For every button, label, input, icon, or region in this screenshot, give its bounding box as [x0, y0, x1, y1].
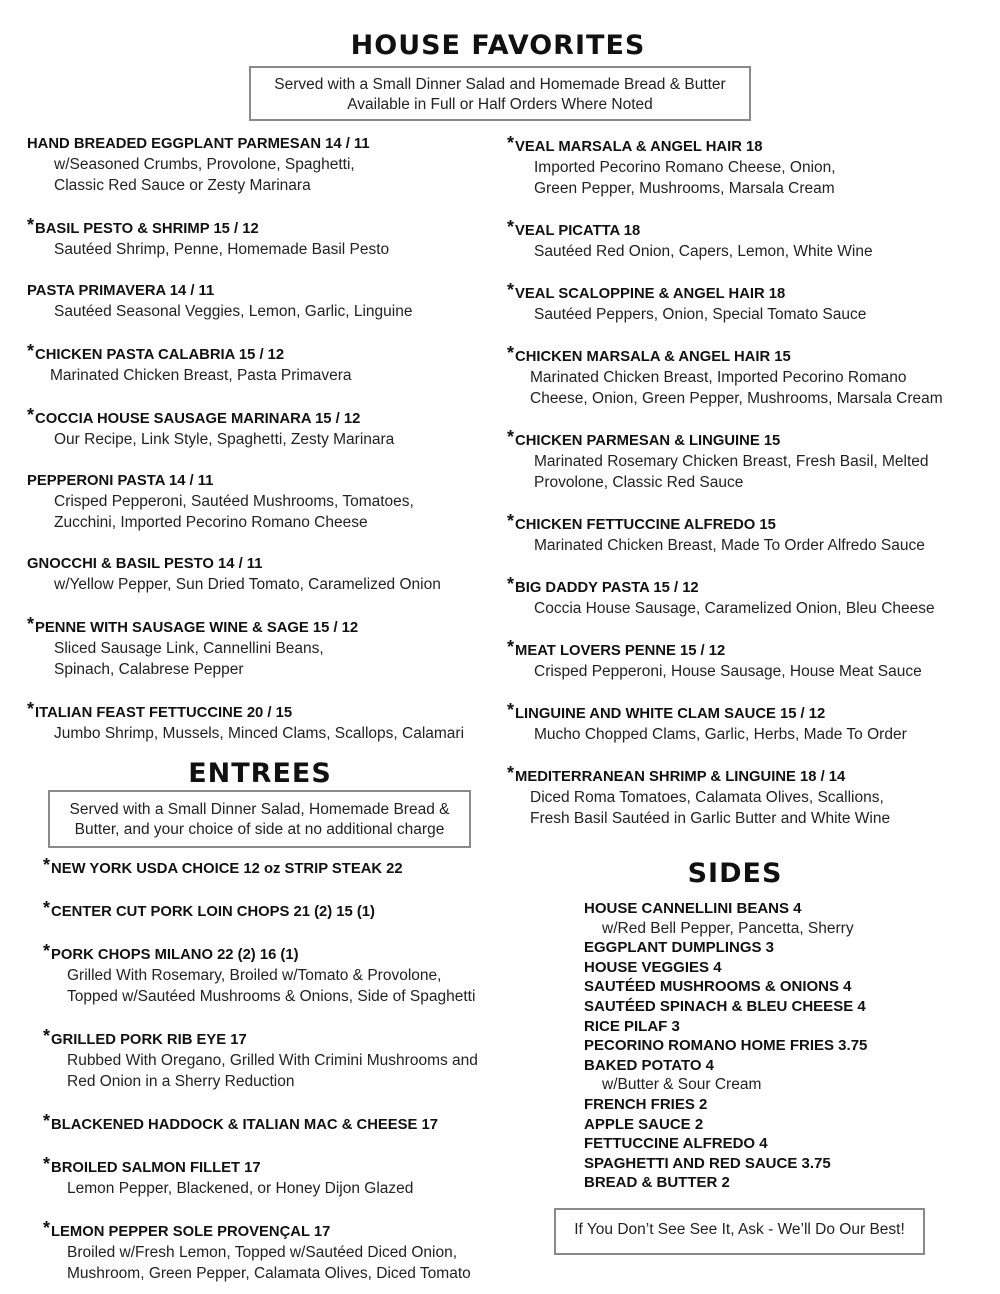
menu-item-pork-chops-milano: [43, 943, 513, 1007]
menu-item-description: Sautéed Peppers, Onion, Special Tomato Sauce: [534, 306, 867, 323]
chef-special-asterisk-icon: *: [27, 215, 35, 235]
menu-item-description: Mucho Chopped Clams, Garlic, Herbs, Made To Order: [534, 726, 907, 743]
menu-item-meat-lovers-penne: [507, 639, 987, 682]
house-favorites-right-column: [507, 135, 987, 829]
menu-item-title: NEW YORK USDA CHOICE 12 oz STRIP STEAK 22: [51, 861, 403, 877]
menu-item-title: PASTA PRIMAVERA 14 / 11: [27, 283, 215, 299]
chef-special-asterisk-icon: *: [43, 1218, 51, 1238]
chef-special-asterisk-icon: *: [27, 405, 35, 425]
entrees-list: [43, 857, 513, 1284]
house-favorites-title: HOUSE FAVORITES: [350, 30, 646, 61]
menu-item-gnocchi-basil-pesto: [27, 554, 497, 595]
house-favorites-note-line2: Available in Full or Half Orders Where Noted: [347, 96, 653, 113]
menu-item-title: CHICKEN PASTA CALABRIA 15 / 12: [35, 347, 285, 363]
menu-item-description: Spinach, Calabrese Pepper: [54, 661, 244, 678]
sides-footer-note: If You Don’t See See It, Ask - We’ll Do Our Best!: [554, 1208, 925, 1255]
menu-item-name: [507, 765, 987, 787]
menu-item-description: Provolone, Classic Red Sauce: [534, 474, 744, 491]
chef-special-asterisk-icon: *: [43, 1026, 51, 1046]
menu-item-title: CHICKEN MARSALA & ANGEL HAIR 15: [515, 349, 791, 365]
menu-item-name: [43, 900, 513, 922]
menu-item-description: Zucchini, Imported Pecorino Romano Cheese: [54, 514, 368, 531]
menu-item-name: [507, 576, 987, 598]
menu-item-name: [507, 513, 987, 535]
menu-item-description: Jumbo Shrimp, Mussels, Minced Clams, Scallops, Calamari: [54, 725, 465, 742]
menu-item-name: [43, 1156, 513, 1178]
menu-item-description: w/Seasoned Crumbs, Provolone, Spaghetti,: [54, 156, 355, 173]
menu-item-title: PENNE WITH SAUSAGE WINE & SAGE 15 / 12: [35, 620, 359, 636]
side-item-saut-ed-mushrooms-onions: SAUTÉED MUSHROOMS & ONIONS 4: [584, 978, 852, 996]
menu-item-description: Red Onion in a Sherry Reduction: [67, 1073, 295, 1090]
menu-item-name: [507, 219, 987, 241]
chef-special-asterisk-icon: *: [43, 1111, 51, 1131]
side-item-description: w/Butter & Sour Cream: [602, 1076, 762, 1094]
menu-item-title: BIG DADDY PASTA 15 / 12: [515, 580, 699, 596]
entrees-note: [48, 790, 471, 848]
menu-item-description: Crisped Pepperoni, House Sausage, House Meat Sauce: [534, 663, 922, 680]
house-favorites-left-column: [27, 134, 497, 744]
menu-item-name: [507, 135, 987, 157]
menu-item-description: Cheese, Onion, Green Pepper, Mushrooms, Marsala Cream: [530, 390, 943, 407]
menu-item-title: COCCIA HOUSE SAUSAGE MARINARA 15 / 12: [35, 411, 361, 427]
menu-item-description: Sliced Sausage Link, Cannellini Beans,: [54, 640, 324, 657]
chef-special-asterisk-icon: *: [507, 427, 515, 447]
menu-item-description: Diced Roma Tomatoes, Calamata Olives, Scallions,: [530, 789, 884, 806]
menu-item-name: [43, 1113, 513, 1135]
menu-item-description: Marinated Chicken Breast, Made To Order Alfredo Sauce: [534, 537, 925, 554]
chef-special-asterisk-icon: *: [507, 343, 515, 363]
menu-item-name: [43, 1028, 513, 1050]
entrees-note-line2: Butter, and your choice of side at no additional charge: [74, 821, 445, 838]
chef-special-asterisk-icon: *: [507, 133, 515, 153]
chef-special-asterisk-icon: *: [27, 614, 35, 634]
menu-item-veal-picatta: [507, 219, 987, 262]
menu-item-description: Classic Red Sauce or Zesty Marinara: [54, 177, 311, 194]
menu-item-name: [43, 1220, 513, 1242]
side-item-bread-butter: BREAD & BUTTER 2: [584, 1174, 730, 1192]
entrees-title: ENTREES: [188, 758, 332, 789]
chef-special-asterisk-icon: *: [507, 280, 515, 300]
menu-item-description: Marinated Chicken Breast, Imported Pecorino Romano: [530, 369, 907, 386]
side-item-saut-ed-spinach-bleu-cheese: SAUTÉED SPINACH & BLEU CHEESE 4: [584, 997, 866, 1015]
side-item-eggplant-dumplings: EGGPLANT DUMPLINGS 3: [584, 939, 775, 957]
menu-item-title: BLACKENED HADDOCK & ITALIAN MAC & CHEESE 17: [51, 1117, 438, 1133]
menu-item-chicken-marsala-angel-hair: [507, 345, 987, 409]
menu-item-name: [507, 282, 987, 304]
menu-item-name: [507, 639, 987, 661]
menu-item-description: Crisped Pepperoni, Sautéed Mushrooms, Tomatoes,: [54, 493, 414, 510]
chef-special-asterisk-icon: *: [507, 574, 515, 594]
menu-item-veal-scaloppine-angel-hair: [507, 282, 987, 325]
menu-item-center-cut-pork-loin-chops: [43, 900, 513, 922]
menu-item-coccia-house-sausage-marinara: [27, 407, 497, 450]
menu-item-name: [507, 345, 987, 367]
menu-item-pasta-primavera: [27, 281, 497, 322]
menu-item-description: Grilled With Rosemary, Broiled w/Tomato & Provolone,: [67, 967, 442, 984]
menu-item-title: HAND BREADED EGGPLANT PARMESAN 14 / 11: [27, 136, 370, 152]
menu-item-title: PEPPERONI PASTA 14 / 11: [27, 473, 214, 489]
chef-special-asterisk-icon: *: [43, 941, 51, 961]
menu-item-title: BROILED SALMON FILLET 17: [51, 1160, 261, 1176]
menu-item-description: Lemon Pepper, Blackened, or Honey Dijon Glazed: [67, 1180, 414, 1197]
menu-item-basil-pesto-shrimp: [27, 217, 497, 260]
menu-item-name: [27, 281, 497, 301]
menu-item-title: GNOCCHI & BASIL PESTO 14 / 11: [27, 556, 263, 572]
side-item-fettuccine-alfredo: FETTUCCINE ALFREDO 4: [584, 1135, 768, 1153]
menu-item-title: MEDITERRANEAN SHRIMP & LINGUINE 18 / 14: [515, 769, 846, 785]
chef-special-asterisk-icon: *: [27, 699, 35, 719]
menu-item-title: VEAL PICATTA 18: [515, 223, 641, 239]
menu-item-name: [507, 429, 987, 451]
menu-item-name: [27, 554, 497, 574]
chef-special-asterisk-icon: *: [507, 763, 515, 783]
menu-item-broiled-salmon-fillet: [43, 1156, 513, 1199]
menu-item-title: BASIL PESTO & SHRIMP 15 / 12: [35, 221, 259, 237]
menu-item-mediterranean-shrimp-linguine: [507, 765, 987, 829]
side-item-spaghetti-and-red-sauce: SPAGHETTI AND RED SAUCE 3.75: [584, 1154, 831, 1172]
menu-item-name: [27, 134, 497, 154]
house-favorites-note: [249, 66, 751, 121]
side-item-french-fries: FRENCH FRIES 2: [584, 1095, 708, 1113]
sides-title: SIDES: [687, 858, 783, 889]
menu-item-name: [43, 943, 513, 965]
side-item-house-cannellini-beans: HOUSE CANNELLINI BEANS 4: [584, 900, 802, 917]
menu-item-name: [27, 701, 497, 723]
menu-item-new-york-usda-choice-oz-strip-steak: [43, 857, 513, 879]
menu-item-grilled-pork-rib-eye: [43, 1028, 513, 1092]
menu-item-penne-with-sausage-wine-sage: [27, 616, 497, 680]
menu-item-name: [27, 471, 497, 491]
chef-special-asterisk-icon: *: [507, 637, 515, 657]
menu-item-description: Mushroom, Green Pepper, Calamata Olives, Diced Tomato: [67, 1265, 471, 1282]
menu-item-title: CHICKEN FETTUCCINE ALFREDO 15: [515, 517, 776, 533]
menu-item-linguine-and-white-clam-sauce: [507, 702, 987, 745]
menu-item-description: w/Yellow Pepper, Sun Dried Tomato, Caramelized Onion: [54, 576, 441, 593]
menu-item-description: Marinated Rosemary Chicken Breast, Fresh Basil, Melted: [534, 453, 929, 470]
house-favorites-note-line1: Served with a Small Dinner Salad and Homemade Bread & Butter: [274, 76, 726, 93]
menu-item-chicken-fettuccine-alfredo: [507, 513, 987, 556]
menu-item-chicken-parmesan-linguine: [507, 429, 987, 493]
menu-item-blackened-haddock-italian-mac-cheese: [43, 1113, 513, 1135]
menu-item-description: Fresh Basil Sautéed in Garlic Butter and White Wine: [530, 810, 891, 827]
menu-item-description: Coccia House Sausage, Caramelized Onion, Bleu Cheese: [534, 600, 935, 617]
menu-item-italian-feast-fettuccine: [27, 701, 497, 744]
chef-special-asterisk-icon: *: [507, 700, 515, 720]
menu-item-pepperoni-pasta: [27, 471, 497, 533]
menu-item-title: VEAL MARSALA & ANGEL HAIR 18: [515, 139, 763, 155]
menu-item-description: Marinated Chicken Breast, Pasta Primavera: [50, 367, 352, 384]
menu-item-lemon-pepper-sole-proven-al: [43, 1220, 513, 1284]
menu-item-description: Sautéed Red Onion, Capers, Lemon, White Wine: [534, 243, 873, 260]
menu-item-description: Broiled w/Fresh Lemon, Topped w/Sautéed Diced Onion,: [67, 1244, 458, 1261]
menu-item-description: Rubbed With Oregano, Grilled With Crimini Mushrooms and: [67, 1052, 478, 1069]
menu-item-description: Sautéed Shrimp, Penne, Homemade Basil Pesto: [54, 241, 390, 258]
menu-item-chicken-pasta-calabria: [27, 343, 497, 386]
sides-list: [584, 899, 914, 1193]
menu-item-title: CENTER CUT PORK LOIN CHOPS 21 (2) 15 (1): [51, 904, 375, 920]
menu-item-description: Our Recipe, Link Style, Spaghetti, Zesty Marinara: [54, 431, 395, 448]
menu-item-title: PORK CHOPS MILANO 22 (2) 16 (1): [51, 947, 299, 963]
entrees-note-line1: Served with a Small Dinner Salad, Homemade Bread &: [69, 801, 450, 818]
menu-item-description: Imported Pecorino Romano Cheese, Onion,: [534, 159, 836, 176]
menu-item-title: VEAL SCALOPPINE & ANGEL HAIR 18: [515, 286, 786, 302]
menu-item-title: LEMON PEPPER SOLE PROVENÇAL 17: [51, 1224, 331, 1240]
menu-item-name: [43, 857, 513, 879]
side-item-baked-potato: BAKED POTATO 4: [584, 1056, 715, 1074]
menu-item-hand-breaded-eggplant-parmesan: [27, 134, 497, 196]
menu-item-description: Green Pepper, Mushrooms, Marsala Cream: [534, 180, 835, 197]
chef-special-asterisk-icon: *: [507, 511, 515, 531]
menu-item-name: [27, 407, 497, 429]
menu-item-description: Topped w/Sautéed Mushrooms & Onions, Side of Spaghetti: [67, 988, 476, 1005]
menu-item-title: GRILLED PORK RIB EYE 17: [51, 1032, 247, 1048]
menu-item-big-daddy-pasta: [507, 576, 987, 619]
side-item-house-veggies: HOUSE VEGGIES 4: [584, 958, 722, 976]
menu-item-title: CHICKEN PARMESAN & LINGUINE 15: [515, 433, 781, 449]
menu-item-name: [27, 343, 497, 365]
menu-item-veal-marsala-angel-hair: [507, 135, 987, 199]
chef-special-asterisk-icon: *: [43, 855, 51, 875]
side-item-pecorino-romano-home-fries: PECORINO ROMANO HOME FRIES 3.75: [584, 1037, 868, 1055]
side-item-description: w/Red Bell Pepper, Pancetta, Sherry: [602, 919, 854, 937]
menu-item-description: Sautéed Seasonal Veggies, Lemon, Garlic, Linguine: [54, 303, 413, 320]
chef-special-asterisk-icon: *: [43, 898, 51, 918]
chef-special-asterisk-icon: *: [507, 217, 515, 237]
side-item-rice-pilaf: RICE PILAF 3: [584, 1017, 680, 1035]
chef-special-asterisk-icon: *: [27, 341, 35, 361]
menu-item-name: [507, 702, 987, 724]
menu-item-title: MEAT LOVERS PENNE 15 / 12: [515, 643, 726, 659]
menu-item-title: LINGUINE AND WHITE CLAM SAUCE 15 / 12: [515, 706, 826, 722]
menu-item-name: [27, 217, 497, 239]
menu-item-name: [27, 616, 497, 638]
menu-item-title: ITALIAN FEAST FETTUCCINE 20 / 15: [35, 705, 293, 721]
chef-special-asterisk-icon: *: [43, 1154, 51, 1174]
side-item-apple-sauce: APPLE SAUCE 2: [584, 1115, 704, 1133]
